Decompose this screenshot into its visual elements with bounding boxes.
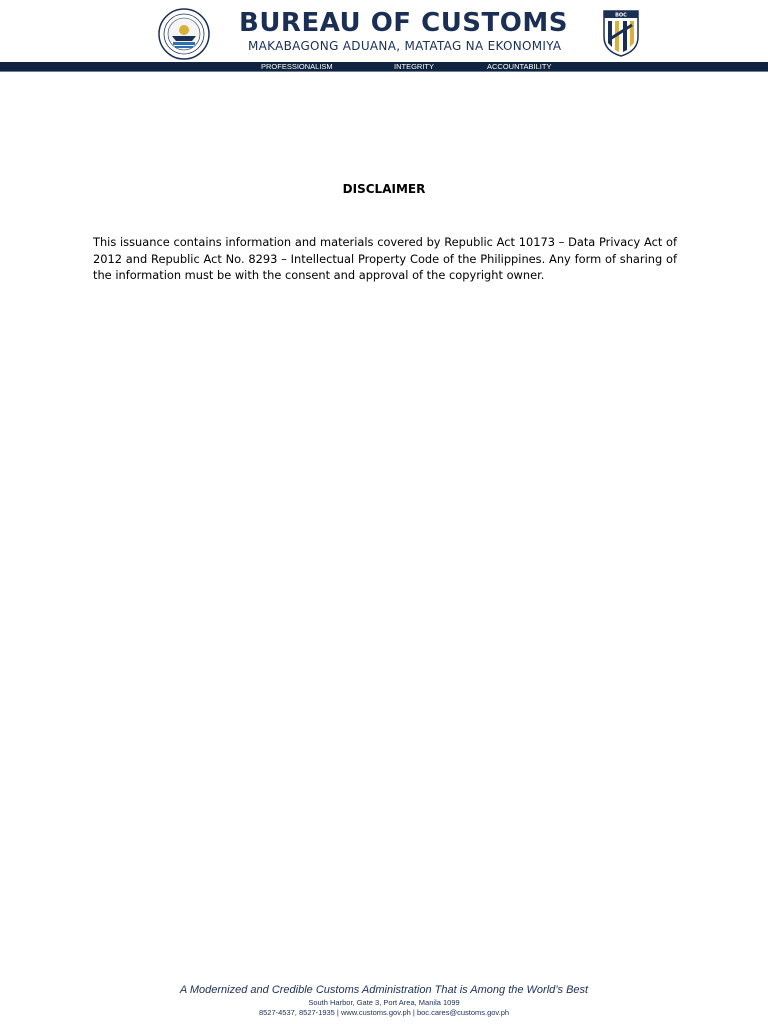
letterhead: [0, 0, 768, 72]
disclaimer-title: DISCLAIMER: [342, 182, 426, 196]
footer-contact: 8527-4537, 8527-1935 | www.customs.gov.ph | boc.cares@customs.gov.ph: [258, 1008, 510, 1017]
shield-label: BOC: [615, 12, 627, 19]
organization-tagline: MAKABAGONG ADUANA, MATATAG NA EKONOMIYA: [248, 39, 562, 53]
organization-name: BUREAU OF CUSTOMS: [239, 8, 568, 38]
footer-address: South Harbor, Gate 3, Port Area, Manila 1099: [308, 998, 460, 1007]
value-integrity: INTEGRITY: [394, 62, 435, 71]
boc-shield-icon: [602, 9, 640, 57]
footer-motto: A Modernized and Credible Customs Administration That is Among the World’s Best: [179, 984, 589, 996]
values-bar-underline: [0, 71, 768, 72]
disclaimer-body: This issuance contains information and materials covered by Republic Act 10173 – Data Privacy Act of 2012 and Republic Act No. 8293 – Intellectual Property Code of the Philippines. Any form of sharing of the information must be with the consent and approval of the copyright owner.: [93, 235, 677, 282]
value-accountability: ACCOUNTABILITY: [487, 62, 552, 71]
doc-seal-icon: [158, 8, 210, 60]
value-professionalism: PROFESSIONALISM: [261, 62, 333, 71]
